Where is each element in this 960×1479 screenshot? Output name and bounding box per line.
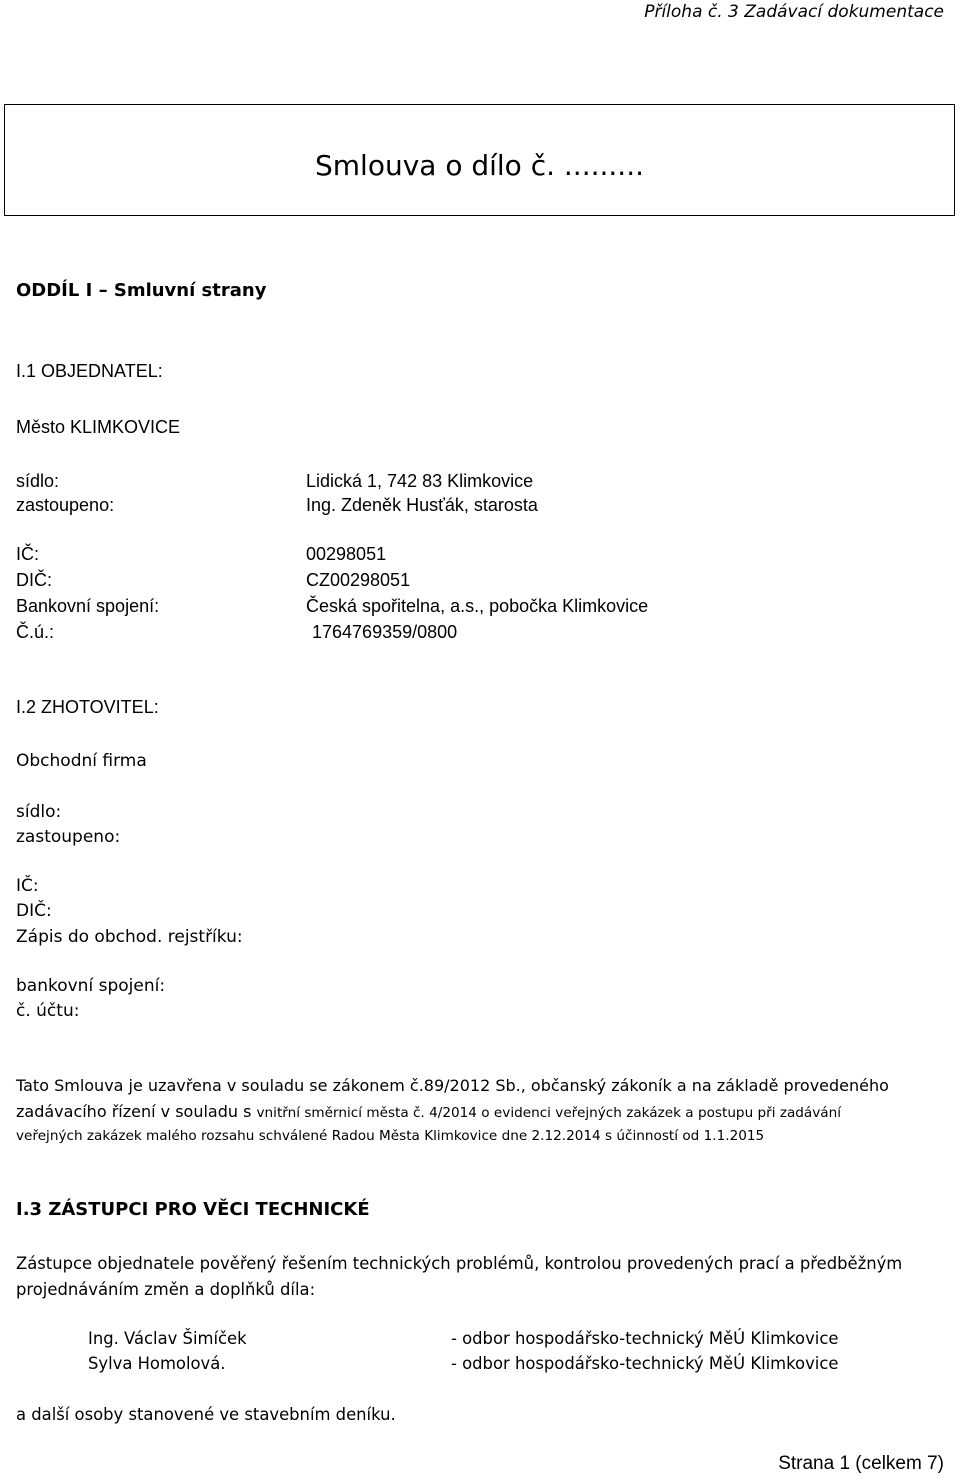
- zhotovitel-heading: I.2 ZHOTOVITEL:: [16, 697, 159, 717]
- legal-line-2b: vnitřní směrnicí města č. 4/2014 o evidenci veřejných zakázek a postupu při zadávání: [256, 1105, 842, 1121]
- objednatel-name: Město KLIMKOVICE: [16, 417, 181, 437]
- section1-heading: ODDÍL I – Smluvní strany: [16, 280, 267, 301]
- legal-line-2a: zadávacího řízení v souladu s: [16, 1102, 257, 1121]
- objednatel-sidlo-label: sídlo:: [16, 471, 60, 491]
- section3-intro-line-2: projednáváním změn a doplňků díla:: [16, 1280, 316, 1299]
- objednatel-heading: I.1 OBJEDNATEL:: [16, 361, 163, 381]
- header-note: Příloha č. 3 Zadávací dokumentace: [644, 2, 944, 22]
- legal-line-3: veřejných zakázek malého rozsahu schválené Radou Města Klimkovice dne 2.12.2014 s účinností od 1.1.2015: [16, 1128, 765, 1144]
- legal-line-1: Tato Smlouva je uzavřena v souladu se zákonem č.89/2012 Sb., občanský zákoník a na základě provedeného: [16, 1076, 889, 1095]
- person-2-name: Sylva Homolová.: [88, 1354, 226, 1373]
- objednatel-zastoupeno-label: zastoupeno:: [16, 495, 115, 515]
- objednatel-ic-value: 00298051: [306, 544, 387, 564]
- person-1-role: - odbor hospodářsko-technický MěÚ Klimkovice: [451, 1329, 839, 1348]
- person-1-name: Ing. Václav Šimíček: [88, 1329, 247, 1348]
- objednatel-bank-label: Bankovní spojení:: [16, 596, 160, 616]
- document-title: Smlouva o dílo č. .........: [314, 149, 645, 182]
- objednatel-bank-value: Česká spořitelna, a.s., pobočka Klimkovice: [306, 596, 649, 616]
- zhotovitel-sidlo-label: sídlo:: [16, 802, 62, 822]
- objednatel-dic-label: DIČ:: [16, 570, 52, 590]
- section3-closing: a další osoby stanovené ve stavebním deníku.: [16, 1405, 396, 1424]
- section3-intro-line-1: Zástupce objednatele pověřený řešením technických problémů, kontrolou provedených prací a předběžným: [16, 1254, 903, 1273]
- zhotovitel-bank-label: bankovní spojení:: [16, 976, 166, 996]
- objednatel-account-label: Č.ú.:: [16, 622, 55, 642]
- objednatel-account-value: 1764769359/0800: [312, 622, 458, 642]
- zhotovitel-rejstrik-label: Zápis do obchod. rejstříku:: [16, 927, 243, 947]
- section3-heading: I.3 ZÁSTUPCI PRO VĚCI TECHNICKÉ: [16, 1199, 370, 1220]
- page-footer: Strana 1 (celkem 7): [778, 1453, 944, 1474]
- objednatel-zastoupeno-value: Ing. Zdeněk Husťák, starosta: [306, 495, 538, 515]
- objednatel-dic-value: CZ00298051: [306, 570, 411, 590]
- zhotovitel-firma-label: Obchodní firma: [16, 751, 147, 771]
- title-box: [4, 104, 955, 216]
- zhotovitel-dic-label: DIČ:: [16, 901, 52, 921]
- zhotovitel-ic-label: IČ:: [16, 876, 39, 896]
- person-2-role: - odbor hospodářsko-technický MěÚ Klimkovice: [451, 1354, 839, 1373]
- zhotovitel-zastoupeno-label: zastoupeno:: [16, 827, 121, 847]
- objednatel-sidlo-value: Lidická 1, 742 83 Klimkovice: [306, 471, 534, 491]
- objednatel-ic-label: IČ:: [16, 544, 40, 564]
- zhotovitel-account-label: č. účtu:: [16, 1001, 80, 1021]
- legal-line-2: [16, 1102, 841, 1121]
